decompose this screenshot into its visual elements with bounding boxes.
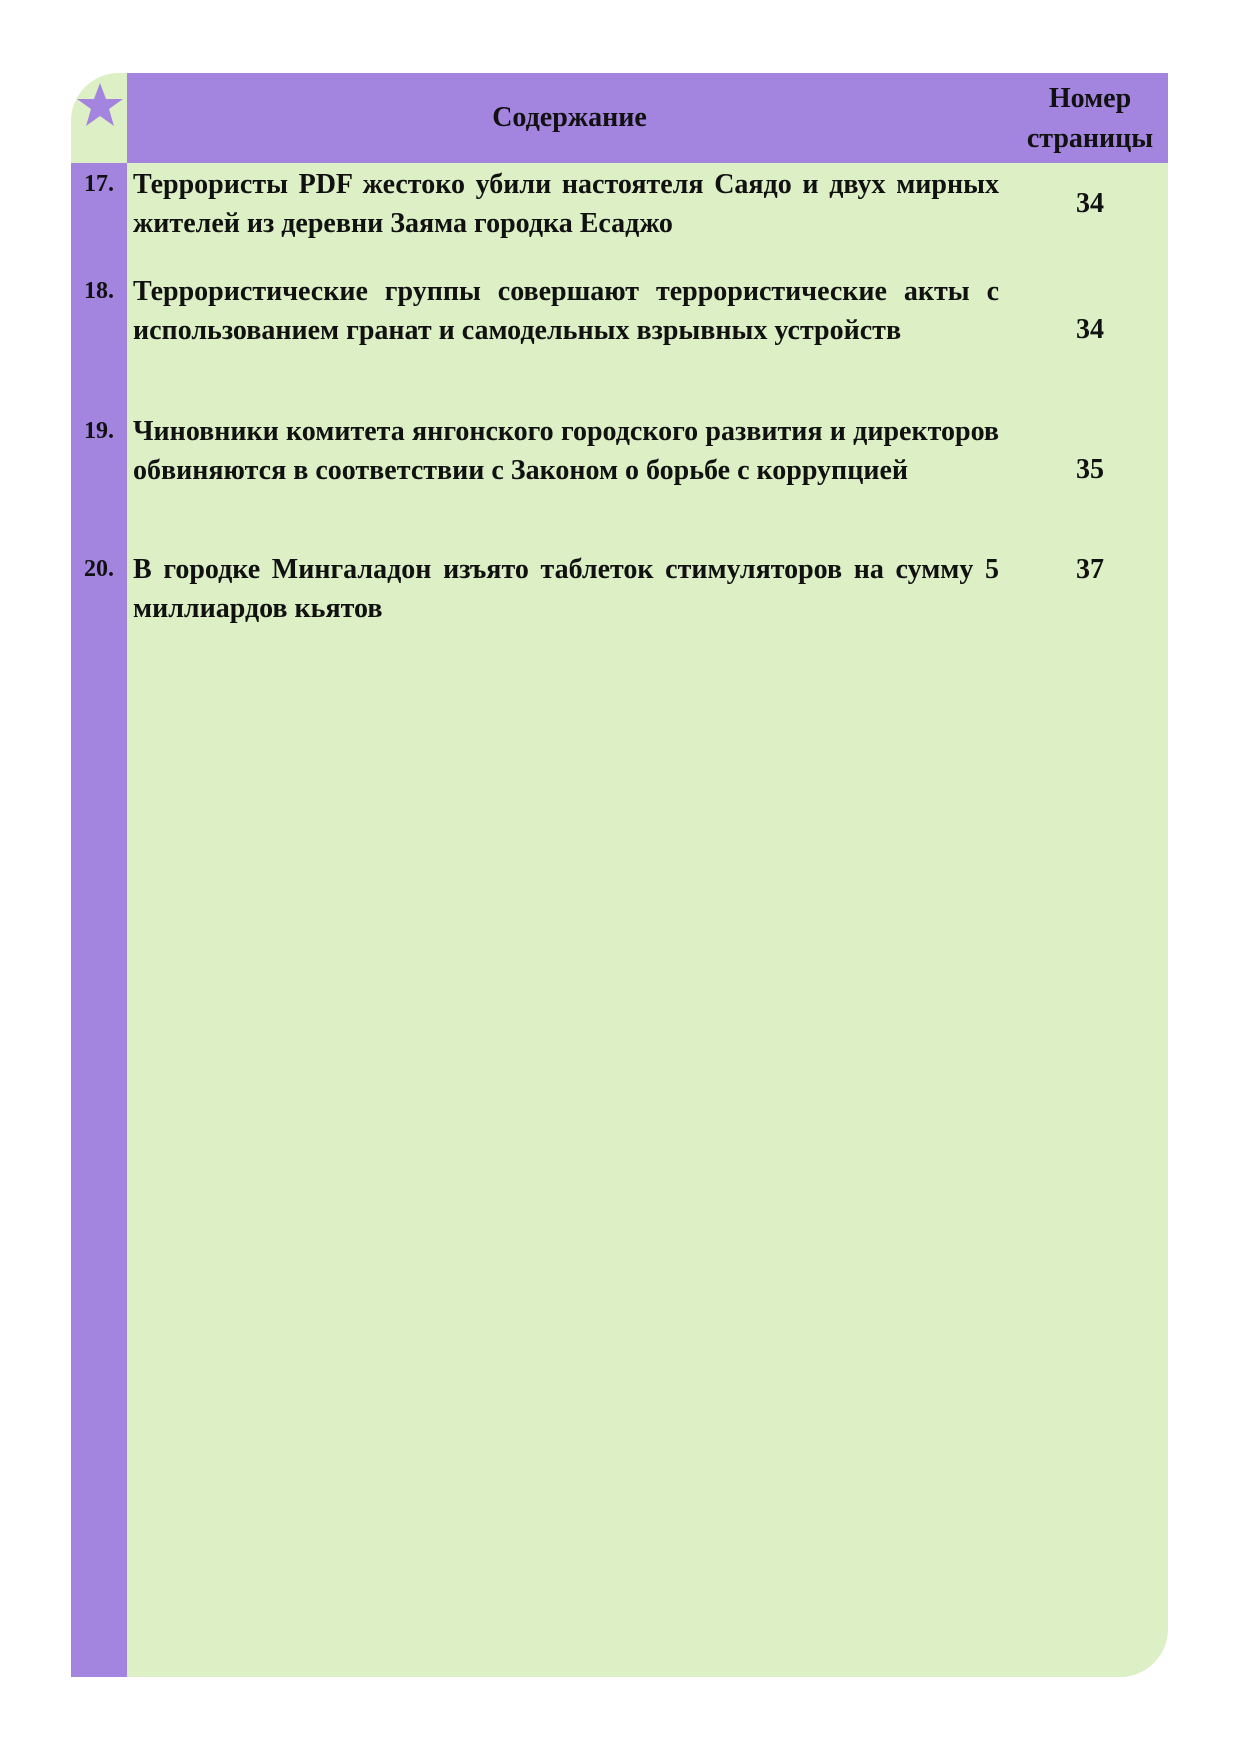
entry-number: 19. (84, 418, 114, 444)
entry-title[interactable]: Террористические группы совершают террористические акты с использованием гранат и самодельных взрывных устройств (133, 276, 999, 346)
entry-title[interactable]: В городке Мингаладон изъято таблеток стимуляторов на сумму 5 миллиардов кьятов (133, 554, 999, 624)
contents-heading: Содержание (492, 102, 647, 133)
entry-number: 17. (84, 171, 114, 197)
star-icon (75, 81, 125, 131)
entry-page[interactable]: 37 (1076, 554, 1104, 585)
entry-page[interactable]: 34 (1076, 188, 1104, 219)
entry-page[interactable]: 35 (1076, 454, 1104, 485)
entry-title[interactable]: Чиновники комитета янгонского городского развития и директоров обвиняются в соответствии с Законом о борьбе с коррупцией (133, 416, 999, 486)
page-number-heading (1012, 79, 1168, 159)
entry-number: 18. (84, 278, 114, 304)
entry-number: 20. (84, 556, 114, 582)
page-number-heading-line2: страницы (1026, 123, 1154, 154)
contents-panel (71, 73, 1168, 1677)
entry-title[interactable]: Террористы PDF жестоко убили настоятеля Саядо и двух мирных жителей из деревни Заяма городка Есаджо (133, 169, 999, 239)
entry-page[interactable]: 34 (1076, 314, 1104, 345)
page-number-heading-line1: Номер (1048, 83, 1132, 114)
side-bar (71, 163, 127, 1677)
